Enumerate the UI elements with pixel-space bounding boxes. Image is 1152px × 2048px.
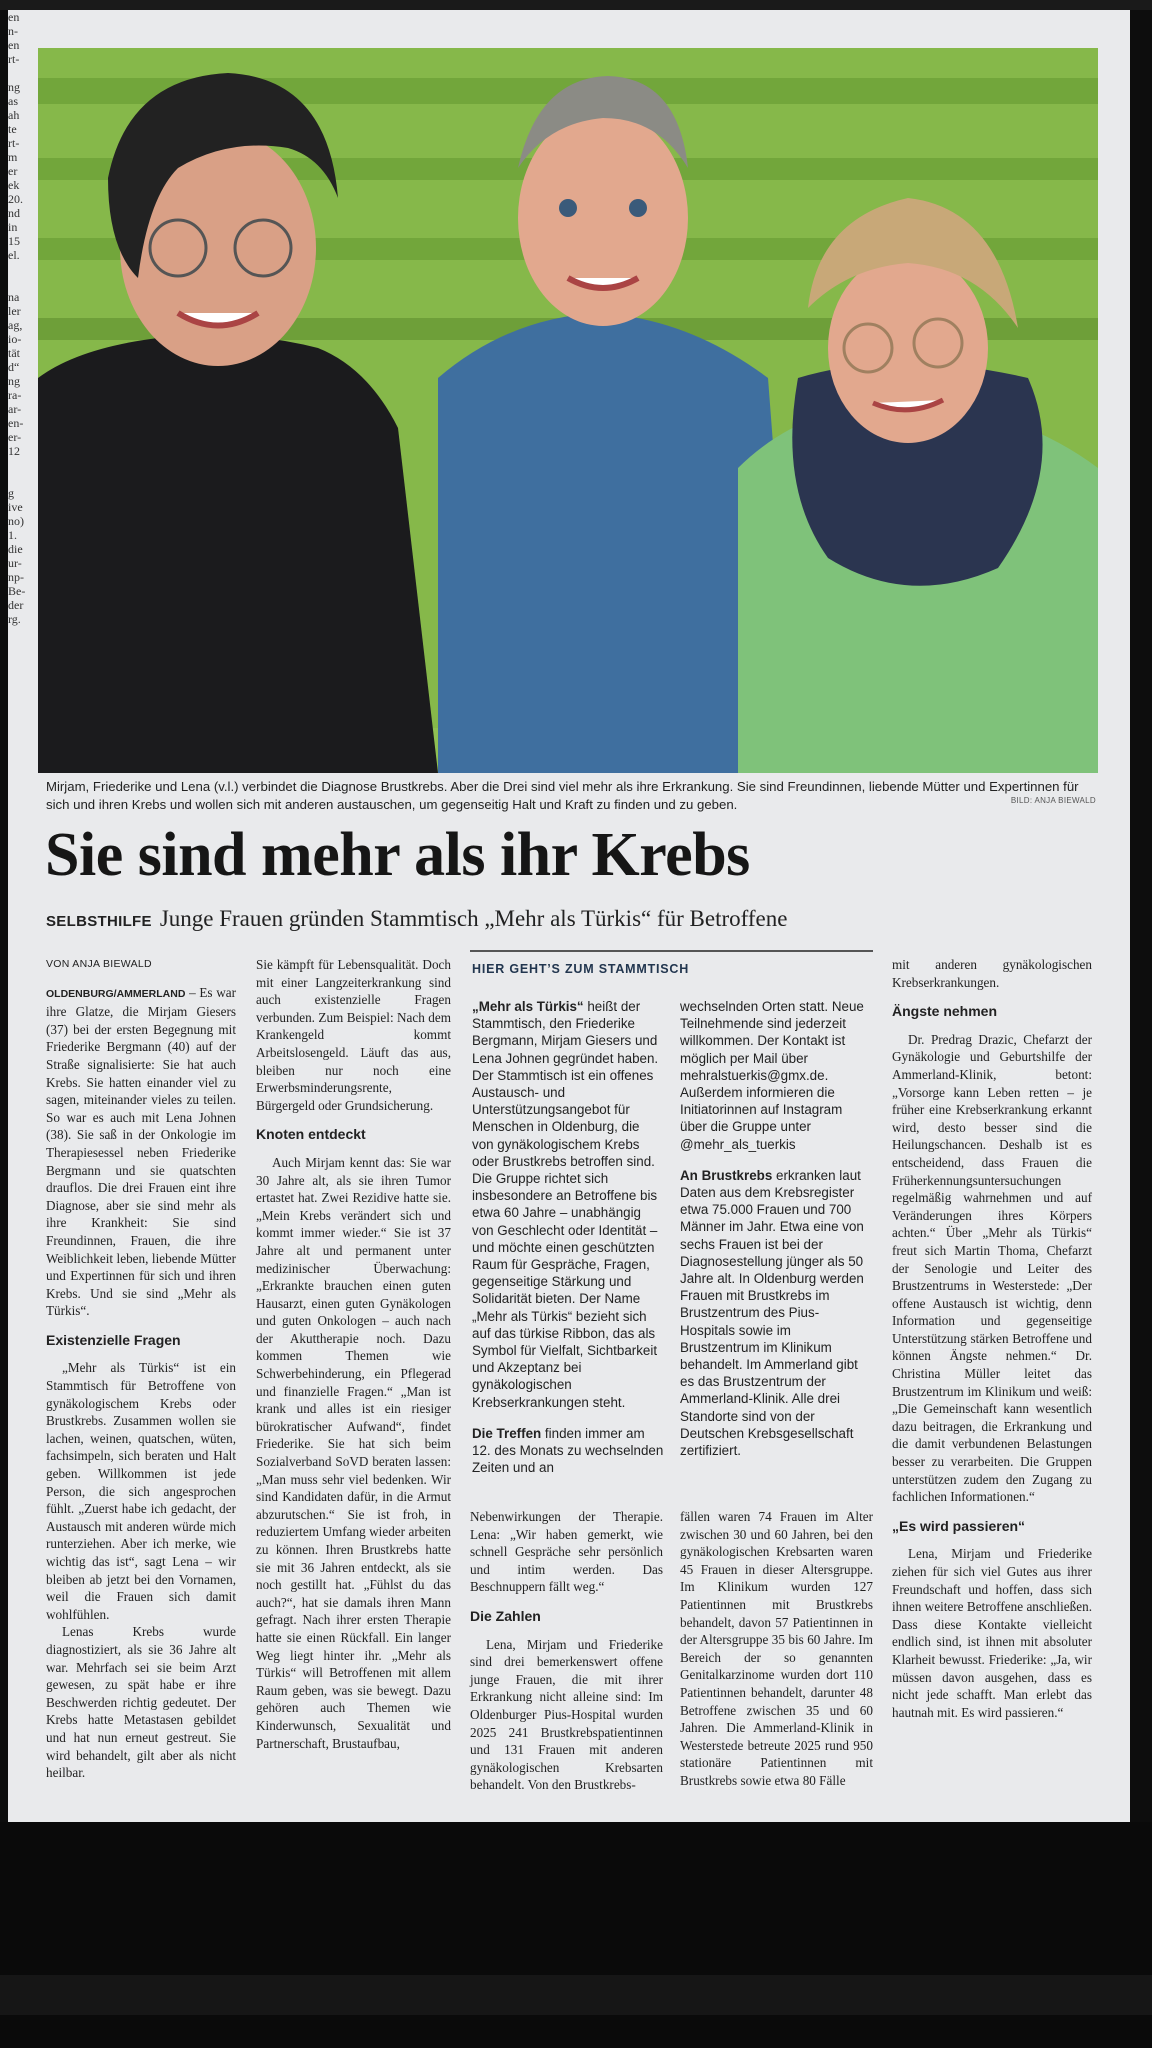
col4-paragraph-1: fällen waren 74 Frauen im Alter zwischen 30 und 60 Jahren, bei den gynäkologischen Krebsarten waren 45 Frauen in dieser Altersgruppe. Im Klinikum wurden 127 Patientinnen mit Brustkrebs behandelt, davon 57 Patientinnen in der Altersgruppe 35 bis 60 Jahre. Im Bereich der so genannten Genitalkarzinome wurden dort 110 Patientinnen behandelt, darunter 48 Betroffene zwischen 35 und 60 Jahren. Die Ammerland-Klinik in Westerstede betreute 2025 rund 950 stationäre Patientinnen mit Brustkrebs sowie etwa 80 Fälle [680, 1509, 873, 1788]
article-column-5 [892, 956, 1092, 1721]
photo-credit: BILD: ANJA BIEWALD [1010, 796, 1096, 805]
subheading-knoten-entdeckt: Knoten entdeckt [256, 1126, 366, 1143]
info-box-text-3: wechselnden Orten statt. Neue Teilnehmende sind jederzeit willkommen. Der Kontakt ist möglich per Mail über mehralstuerkis@gmx.de. Außerdem informieren die Initiatorinnen auf Instagram über die Gruppe unter @mehr_als_tuerkis [680, 999, 864, 1152]
adjacent-column-line: 12 [8, 444, 20, 458]
adjacent-column-line: en- [8, 416, 24, 430]
subheadline [46, 906, 787, 932]
newspaper-page [8, 10, 1130, 1822]
col2-paragraph-2: Auch Mirjam kennt das: Sie war 30 Jahre alt, als sie ihren Tumor ertastet hat. Zwei Rezidive hatte sie. „Mein Krebs verändert sich und kommt immer wieder.“ Sie ist 37 Jahre alt und permanent unter medizinischer Überwachung: „Erkrankte brauchen einen guten Hausarzt, einen guten Gynäkologen und guten Onkologen – auch nach der Akuttherapie noch. Dazu kommen Themen wie Schwerbehinderung, ein Pflegerad und finanzielle Fragen.“ „Man ist krank und alles ist ein riesiger bürokratischer Aufwand“, findet Friederike. Sie hat sich beim Sozialverband SoVD beraten lassen: „Man muss sehr viel bedenken. Wir sind Kandidaten dafür, in die Armut abzurutschen.“ Sie ist froh, in reduziertem Umfang wieder arbeiten zu können. Ihren Brustkrebs hatte sie mit 36 Jahren entdeckt, als sie noch gestillt hat. „Fühlst du das auch?“, hat sie damals ihren Mann gefragt. Nach ihrer ersten Therapie hatte sie einen Rückfall. Ein langer Weg liegt hinter ihr. „Mehr als Türkis“ will Betroffenen mit allem Raum geben, was sie bewegt. Dazu gehören auch Themen wie Kinderwunsch, Sexualität und Partnerschaft, Brustaufbau, [256, 1154, 451, 1751]
adjacent-column-line: 1. [8, 528, 17, 542]
col1-paragraph-1: – Es war ihre Glatze, die Mirjam Giesers (37) bei der ersten Begegnung mit Friederike Bergmann (40) auf der Straße signalisierte: Sie hat auch Krebs. Sie hatten einander viel zu sagen, miteinander vieles zu teilen. So war es auch mit Lena Johnen (38). Sie saß in der Onkologie im Therapiesessel neben Friederike Bergmann und sie quatschten drauflos. Die drei Frauen eint ihre Diagnose, aber sie sind mehr als ihre Krankheit: Sie sind Freundinnen, Frauen, die ihre Weiblichkeit leben, liebende Mütter und Expertinnen für sich und ihren Krebs. Und sie sind „Mehr als Türkis“. [46, 984, 236, 1319]
adjacent-column-line: ar- [8, 402, 22, 416]
info-box-column-1 [472, 998, 664, 1490]
adjacent-column-line [8, 262, 38, 276]
adjacent-column-line: en [8, 10, 20, 24]
adjacent-column-line: te [8, 122, 17, 136]
info-box-lead-3: An Brustkrebs [680, 1167, 773, 1183]
adjacent-column-fragment [8, 10, 38, 1822]
info-box-lead-1: „Mehr als Türkis“ [472, 999, 584, 1014]
adjacent-column-line: ler [8, 304, 21, 318]
adjacent-column-line: en [8, 38, 20, 52]
info-box-stammtisch [470, 950, 873, 1494]
subhead-kicker: SELBSTHILFE [46, 913, 152, 930]
adjacent-column-line: ur- [8, 556, 22, 570]
subheading-die-zahlen: Die Zahlen [470, 1607, 541, 1624]
adjacent-column-line: rg. [8, 612, 21, 626]
article-column-3 [470, 1508, 663, 1794]
subheading-es-wird-passieren: „Es wird passieren“ [892, 1517, 1026, 1534]
monitor-top-edge [0, 0, 1152, 10]
adjacent-column-line [8, 66, 38, 80]
info-box-lead-2: Die Treffen [472, 1425, 542, 1441]
adjacent-column-line: 15 [8, 234, 20, 248]
adjacent-column-line: der [8, 598, 24, 612]
adjacent-column-line: 20. [8, 192, 23, 206]
subheading-existenzielle-fragen: Existenzielle Fragen [46, 1331, 181, 1348]
adjacent-column-line: tät [8, 346, 20, 360]
subheading-aengste-nehmen: Ängste nehmen [892, 1003, 998, 1020]
col5-paragraph-1: mit anderen gynäkologischen Krebserkrankungen. [892, 957, 1092, 990]
article-column-4 [680, 1508, 873, 1790]
subhead-text: Junge Frauen gründen Stammtisch „Mehr als Türkis“ für Betroffene [159, 906, 788, 931]
article-column-2 [256, 956, 451, 1752]
adjacent-column-line: ag, [8, 318, 23, 332]
monitor-bezel [0, 1975, 1152, 2015]
adjacent-column-line [8, 276, 38, 290]
adjacent-column-line: ek [8, 178, 20, 192]
adjacent-column-line: ra- [8, 388, 22, 402]
headline: Sie sind mehr als ihr Krebs [45, 821, 750, 889]
col5-paragraph-2: Dr. Predrag Drazic, Chefarzt der Gynäkologie und Geburtshilfe der Ammerland-Klinik, betont: „Vorsorge kann Leben retten – je früher eine Krebserkrankung erkannt wird, desto besser sind die Heilungschancen. Deshalb ist es entscheidend, dass Frauen die Früherkennungsuntersuchungen regelmäßig wahrnehmen und auf Veränderungen ihres Körpers achten.“ Über „Mehr als Türkis“ freut sich Martin Thoma, Chefarzt der Senologie und Leiter des Brustzentrums in Westerstede: „Der offene Austausch ist wichtig, denn Information und gegenseitige Unterstützung stärken Betroffene und können Ängste nehmen.“ Dr. Christina Müller leitet das Brustzentrum im Klinikum und weiß: „Die Gemeinschaft kann wesentlich dazu beitragen, die Erkrankung und die damit verbundenen Belastungen besser zu verarbeiten. Die Gruppen unterstützen zudem den Zugang zu fachlichen Informationen.“ [892, 1031, 1092, 1505]
adjacent-column-line: ng [8, 80, 20, 94]
adjacent-column-line: rt- [8, 52, 20, 66]
adjacent-column-line: Be- [8, 584, 26, 598]
info-box-text-4: erkranken laut Daten aus dem Krebsregister etwa 75.000 Frauen und 700 Männer im Jahr. Etwa eine von sechs Frauen ist bei der Diagnosestellung jünger als 50 Jahre alt. In Oldenburg werden Frauen mit Brustkrebs im Brustzentrum des Pius-Hospitals sowie im Brustzentrum im Klinikum behandelt. Im Ammerland gibt es das Brustzentrum der Ammerland-Klinik. Alle drei Standorte sind von der Deutschen Krebsgesellschaft zertifiziert. [680, 1167, 864, 1459]
dateline: OLDENBURG/AMMERLAND [46, 987, 186, 1000]
col1-paragraph-3: Lenas Krebs wurde diagnostiziert, als sie 36 Jahre alt war. Mehrfach sei sie beim Arzt gewesen, zu spät habe er ihre Beschwerden richtig gedeutet. Der Krebs hatte Metastasen gebildet und hat nun erneut gestreut. Sie wird behandelt, gilt aber als nicht heilbar. [46, 1624, 236, 1781]
adjacent-column-line: no) [8, 514, 24, 528]
col5-paragraph-3: Lena, Mirjam und Friederike ziehen für sich viel Gutes aus ihrer Freundschaft und hoffen, dass sich ihnen weitere Betroffene anschließen. Dass diese Kontakte vielleicht endlich sind, ist ihnen mit absoluter Klarheit bewusst. Friederike: „Ja, wir müssen davon ausgehen, dass es nicht jede schafft. Man erlebt das hautnah mit. Es wird passieren.“ [892, 1546, 1092, 1720]
adjacent-column-line: n- [8, 24, 18, 38]
adjacent-column-line: rt- [8, 136, 20, 150]
info-box-heading: HIER GEHT’S ZUM STAMMTISCH [472, 962, 690, 976]
adjacent-column-line: as [8, 94, 18, 108]
adjacent-column-line: na [8, 290, 20, 304]
adjacent-column-line: nd [8, 206, 20, 220]
adjacent-column-line: in [8, 220, 18, 234]
adjacent-column-line: ive [8, 500, 23, 514]
adjacent-column-line: er- [8, 430, 22, 444]
article-column-1 [46, 956, 236, 1782]
adjacent-column-line: el. [8, 248, 20, 262]
adjacent-column-line: np- [8, 570, 24, 584]
photo-caption: Mirjam, Friederike und Lena (v.l.) verbindet die Diagnose Brustkrebs. Aber die Drei sind viel mehr als ihre Erkrankung. Sie sind Freundinnen, liebende Mütter und Expertinnen für sich und ihren Krebs und wollen sich mit anderen austauschen, um gegenseitig Halt und Kraft zu finden und zu geben. [46, 779, 1079, 812]
adjacent-column-line: io- [8, 332, 22, 346]
adjacent-column-line: ah [8, 108, 20, 122]
byline: VON ANJA BIEWALD [46, 958, 152, 970]
info-box-text-1: heißt der Stammtisch, den Friederike Bergmann, Mirjam Giesers und Lena Johnen gegründet haben. Der Stammtisch ist ein offenes Austausch- und Unterstützungsangebot für Menschen in Oldenburg, die von gynäkologischem Krebs oder Brustkrebs betroffen sind. Die Gruppe richtet sich insbesondere an Betroffene bis etwa 60 Jahre – unabhängig von Geschlecht oder Identität – und möchte einen geschützten Raum für Gespräche, Fragen, gegenseitige Stärkung und Solidarität bieten. Der Name „Mehr als Türkis“ bezieht sich auf das türkise Ribbon, das als Symbol für Vielfalt, Sichtbarkeit und Akzeptanz bei gynäkologischen Krebserkrankungen steht. [472, 999, 659, 1410]
info-box-column-2 [680, 998, 872, 1473]
adjacent-column-line: die [8, 542, 23, 556]
adjacent-column-line [8, 458, 38, 472]
photo-three-women [38, 48, 1098, 773]
col2-paragraph-1: Sie kämpft für Lebensqualität. Doch mit einer Langzeiterkrankung sind auch existenzielle Fragen verbunden. Zum Beispiel: Nach dem Krankengeld kommt Arbeitslosengeld. Läuft das aus, bleiben nur noch eine Erwerbsminderungsrente, Bürgergeld oder Grundsicherung. [256, 957, 451, 1113]
adjacent-column-line: ng [8, 374, 20, 388]
col3-paragraph-1: Nebenwirkungen der Therapie. Lena: „Wir haben gemerkt, wie schnell Gespräche sehr persönlich und intim werden. Das Beschnuppern fällt weg.“ [470, 1509, 663, 1595]
adjacent-column-line: d“ [8, 360, 20, 374]
adjacent-column-line [8, 472, 38, 486]
col1-paragraph-2: „Mehr als Türkis“ ist ein Stammtisch für Betroffene von gynäkologischem Krebs oder Brustkrebs. Zusammen wollen sie lachen, weinen, quatschen, wüten, fachsimpeln, sich beraten und Halt geben. Willkommen ist jede Person, die sich angesprochen fühlt. „Zuerst habe ich gedacht, der Austausch mit anderen würde mich runterziehen. Aber ich merke, wie wichtig das ist“, sagt Lena – wir bleiben ab jetzt bei den Vornamen, weil die Frauen sich damit wohlfühlen. [46, 1360, 236, 1622]
info-box-text-2: finden immer am 12. des Monats zu wechselnden Zeiten und an [472, 1425, 664, 1476]
adjacent-column-line: er [8, 164, 18, 178]
adjacent-column-line: g [8, 486, 14, 500]
col3-paragraph-2: Lena, Mirjam und Friederike sind drei bemerkenswert offene junge Frauen, die mit ihrer Erkrankung nicht alleine sind: Im Oldenburger Pius-Hospital wurden 2025 241 Brustkrebspatientinnen und 131 Frauen mit anderen gynäkologischen Krebsarten behandelt. Von den Brustkrebs- [470, 1636, 663, 1793]
adjacent-column-line: m [8, 150, 18, 164]
article-photo [38, 48, 1098, 773]
